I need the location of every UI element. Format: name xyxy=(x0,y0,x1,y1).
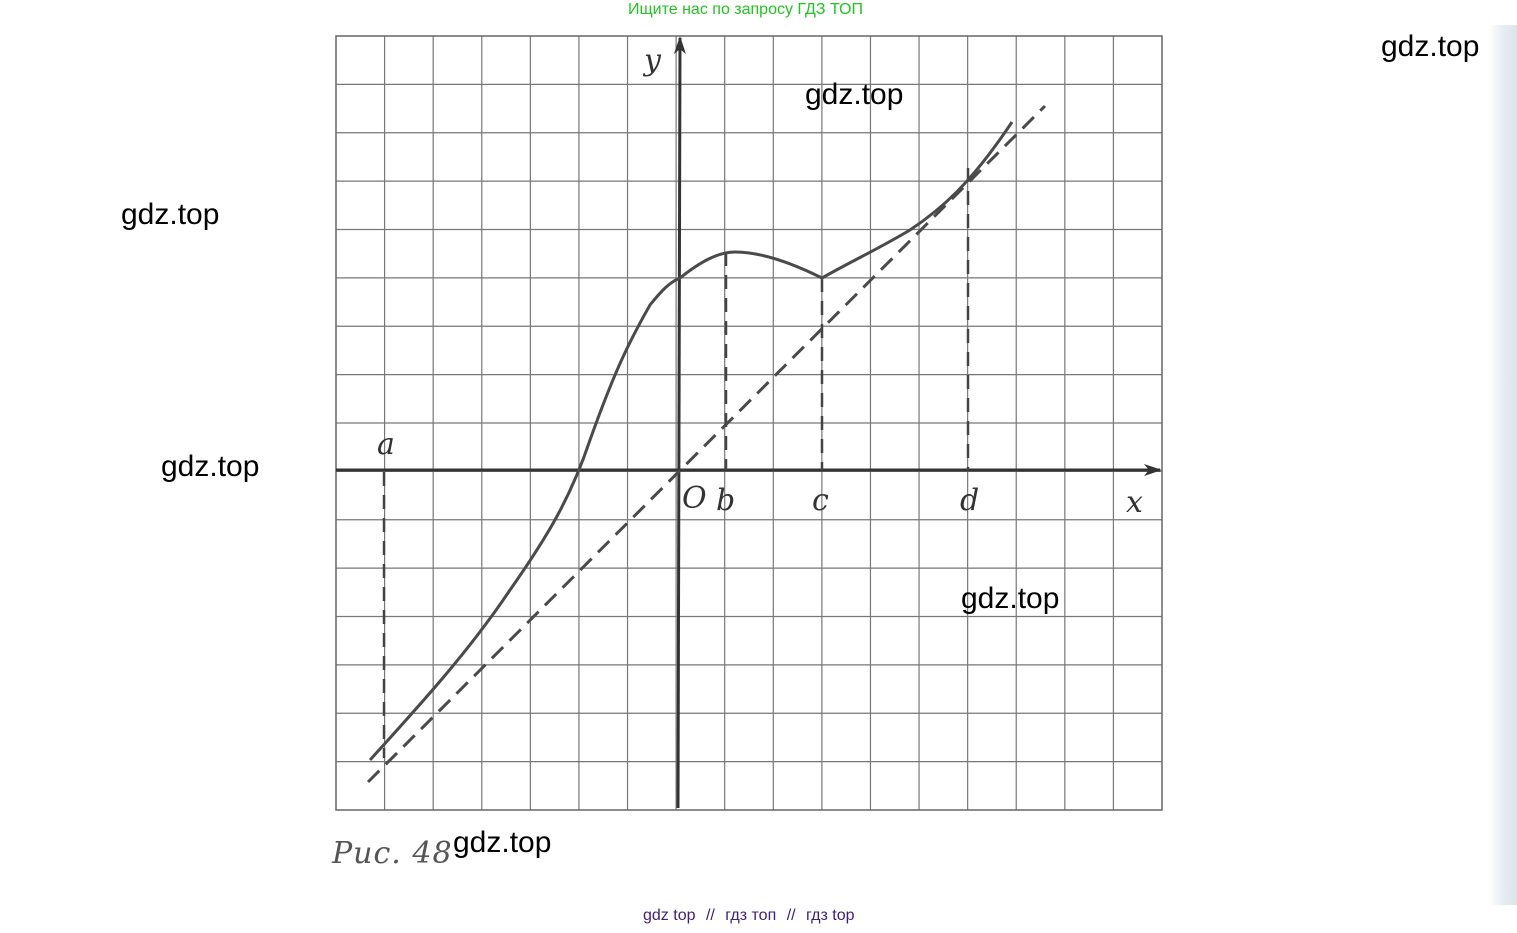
watermark: gdz.top xyxy=(121,198,220,231)
watermark: gdz.top xyxy=(1381,30,1480,63)
footer-link[interactable]: gdz top xyxy=(643,907,696,924)
dashed-line xyxy=(368,106,1045,782)
watermark: gdz.top xyxy=(805,78,904,111)
footer-separator: // xyxy=(705,907,715,924)
point-label-b: b xyxy=(716,483,736,518)
footer-links xyxy=(643,907,855,925)
watermark: gdz.top xyxy=(453,826,552,859)
point-label-c: c xyxy=(812,483,829,518)
watermark: gdz.top xyxy=(961,582,1060,615)
point-label-a: a xyxy=(377,427,395,462)
footer-link[interactable]: гдз top xyxy=(806,907,855,924)
y-axis xyxy=(678,38,680,808)
footer-link[interactable]: гдз топ xyxy=(725,907,777,924)
figure-caption: Рис. 48 xyxy=(332,836,453,871)
y-axis-label: y xyxy=(644,43,661,78)
footer-separator: // xyxy=(786,907,796,924)
grid xyxy=(336,36,1162,810)
x-axis-label: x xyxy=(1126,485,1143,520)
point-label-d: d xyxy=(960,483,980,518)
origin-label: O xyxy=(682,481,707,516)
search-hint-link[interactable]: Ищите нас по запросу ГДЗ ТОП xyxy=(628,1,863,18)
watermark: gdz.top xyxy=(161,450,260,483)
